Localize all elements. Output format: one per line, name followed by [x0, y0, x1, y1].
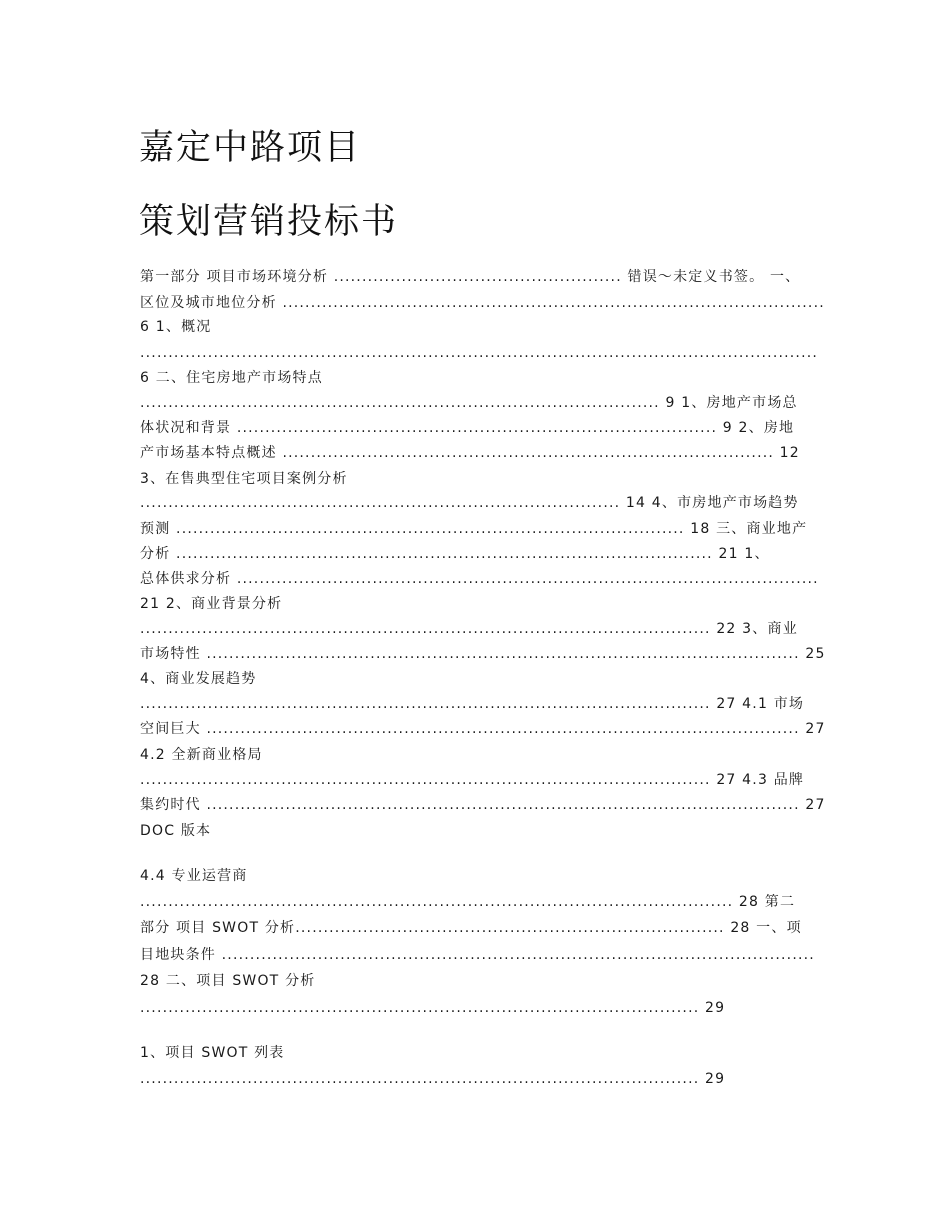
toc-line: 集约时代 ......................................................................................................... 27 [140, 797, 826, 813]
toc-line: 产市场基本特点概述 ....................................................................................... 12 [140, 445, 800, 461]
toc-line: 4、商业发展趋势 [140, 671, 257, 687]
document-title-line-1: 嘉定中路项目 [139, 128, 362, 168]
toc-line: 4.4 专业运营商 [140, 868, 248, 884]
toc-line: 市场特性 ......................................................................................................... 25 [140, 646, 826, 662]
toc-line: ............................................................................................ 9 1、房地产市场总 [140, 395, 798, 411]
toc-line: 体状况和背景 ..................................................................................... 9 2、房地 [140, 420, 795, 436]
toc-line: ..................................................................................... 14 4、市房地产市场趋势 [140, 495, 799, 511]
toc-line: 3、在售典型住宅项目案例分析 [140, 471, 348, 487]
toc-line: ..................................................................................................... 27 4.3 品牌 [140, 772, 805, 788]
document-title-line-2: 策划营销投标书 [139, 202, 399, 242]
toc-line: ................................................................................................... 29 [140, 1000, 726, 1016]
toc-line: 空间巨大 ......................................................................................................... 27 [140, 721, 826, 737]
toc-line: ................................................................................................... 29 [140, 1071, 726, 1087]
toc-line: 部分 项目 SWOT 分析............................................................................ 28 一、项 [140, 920, 802, 936]
toc-line: ..................................................................................................... 27 4.1 市场 [140, 696, 805, 712]
toc-line: 第一部分 项目市场环境分析 ................................................... 错误～未定义书签。 一、 [140, 269, 801, 285]
toc-line: ......................................................................................................... 28 第二 [140, 894, 796, 910]
toc-line: 28 二、项目 SWOT 分析 [140, 973, 316, 989]
toc-line: 预测 .......................................................................................... 18 三、商业地产 [140, 521, 808, 537]
toc-line: 21 2、商业背景分析 [140, 596, 283, 612]
toc-line: 4.2 全新商业格局 [140, 747, 263, 763]
toc-line: DOC 版本 [140, 823, 212, 839]
toc-line: 1、项目 SWOT 列表 [140, 1045, 285, 1061]
toc-line: ..................................................................................................... 22 3、商业 [140, 621, 798, 637]
toc-line: 区位及城市地位分析 ................................................................................................ [140, 295, 825, 311]
toc-line: 总体供求分析 ....................................................................................................... [140, 571, 819, 587]
toc-line: 6 1、概况 [140, 319, 212, 335]
toc-line: 分析 ............................................................................................... 21 1、 [140, 546, 770, 562]
toc-line: ........................................................................................................................ [140, 345, 819, 361]
toc-line: 目地块条件 ......................................................................................................... [140, 947, 815, 963]
toc-line: 6 二、住宅房地产市场特点 [140, 370, 323, 386]
